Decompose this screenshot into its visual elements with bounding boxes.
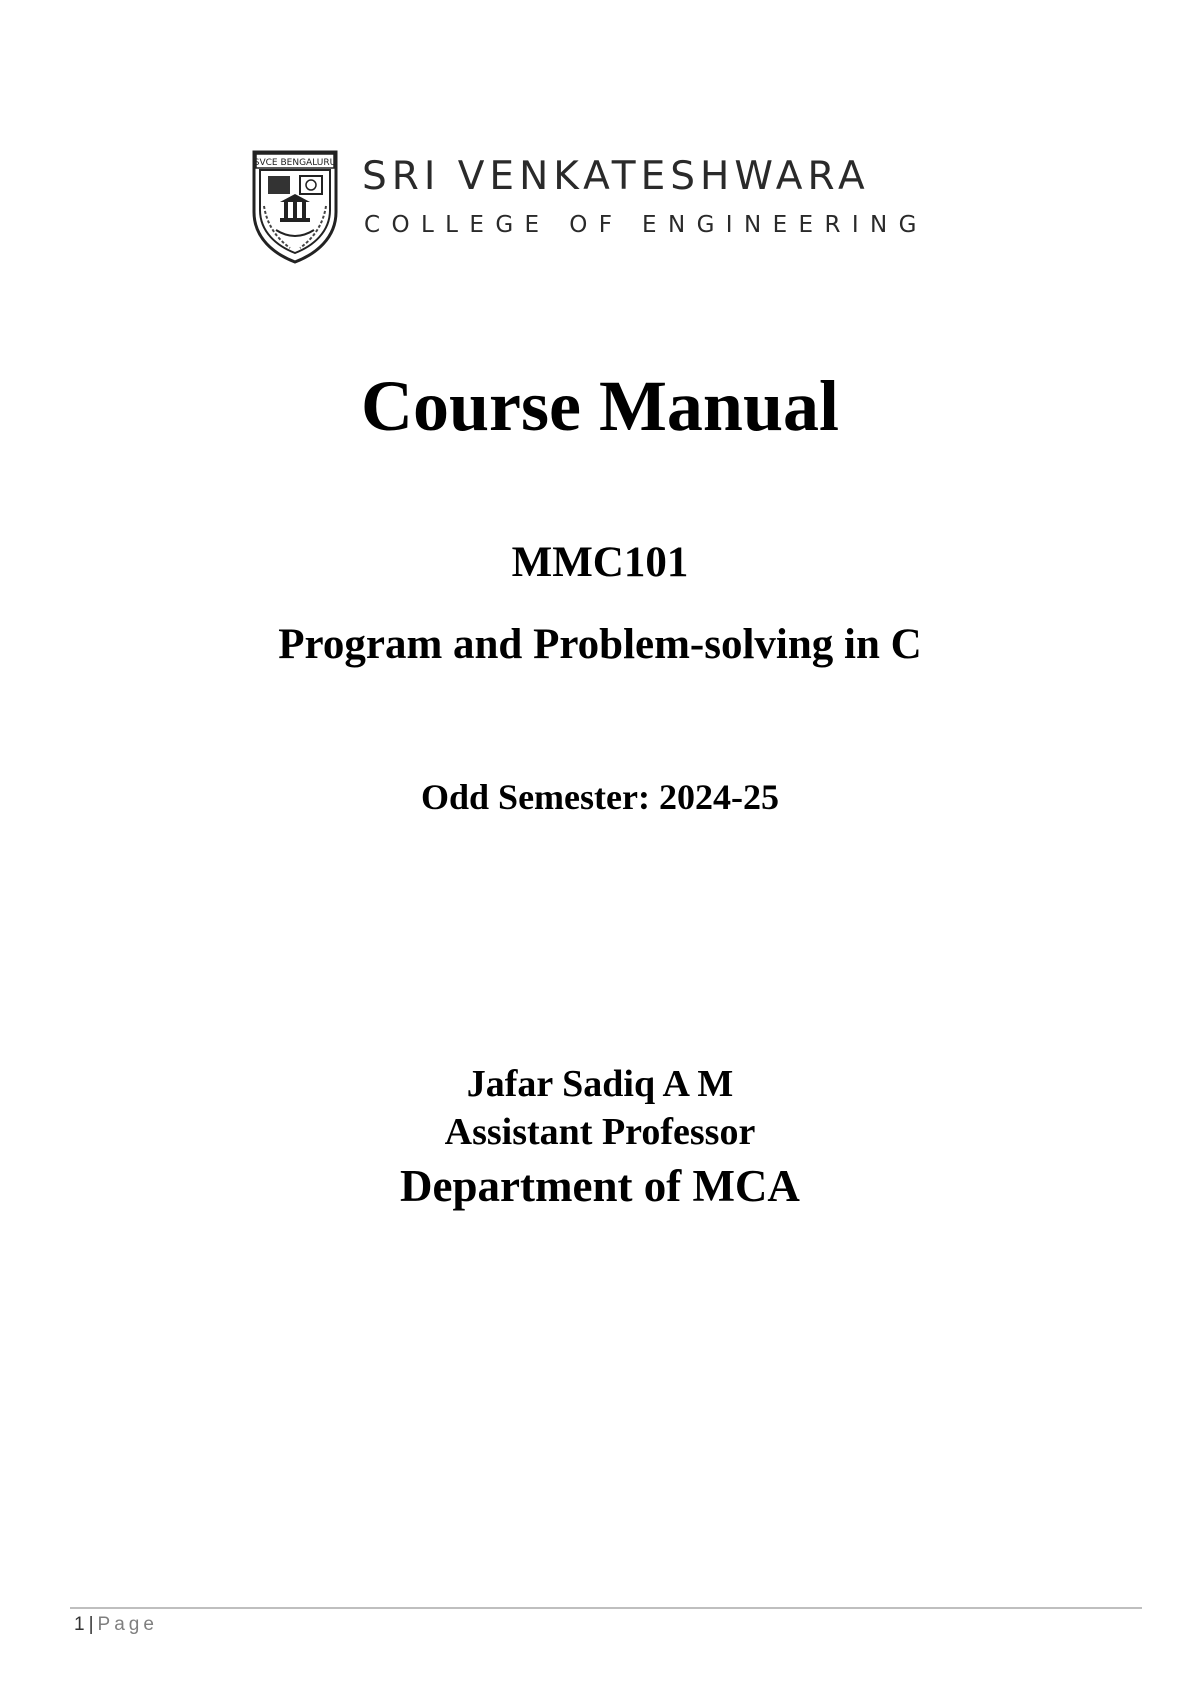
page-label: Page xyxy=(97,1614,158,1635)
course-code: MMC101 xyxy=(511,539,689,586)
page-footer xyxy=(74,1614,158,1636)
footer-divider xyxy=(70,1607,1142,1609)
college-subtitle: COLLEGE OF ENGINEERING xyxy=(364,212,928,238)
page-number: 1 xyxy=(74,1614,85,1635)
college-logo xyxy=(250,150,950,264)
author-name: Jafar Sadiq A M xyxy=(466,1063,734,1105)
document-title: Course Manual xyxy=(360,366,840,446)
course-name: Program and Problem-solving in C xyxy=(278,621,922,668)
department: Department of MCA xyxy=(400,1161,800,1211)
crest-text: SVCE BENGALURU xyxy=(253,158,337,168)
footer-separator: | xyxy=(88,1614,94,1635)
college-crest-icon xyxy=(250,150,340,264)
semester: Odd Semester: 2024-25 xyxy=(421,777,779,817)
author-designation: Assistant Professor xyxy=(444,1111,756,1153)
college-name: SRI VENKATESHWARA xyxy=(362,154,870,199)
